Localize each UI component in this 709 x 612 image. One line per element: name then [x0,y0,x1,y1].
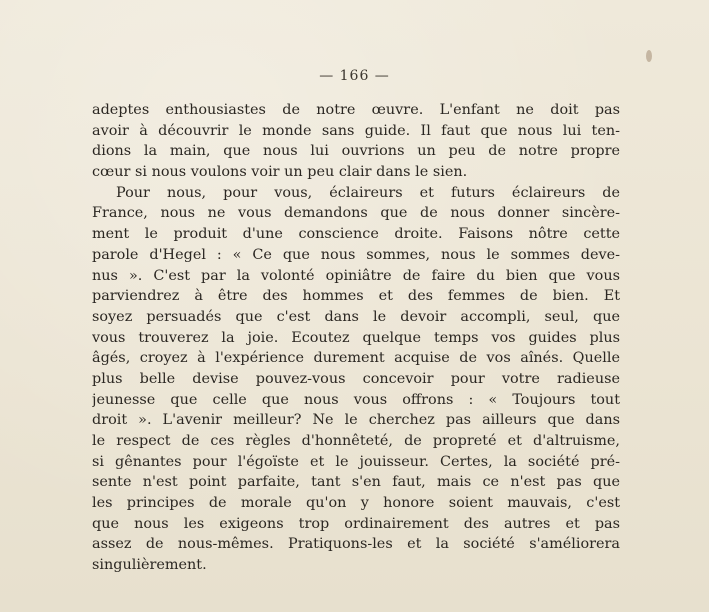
text-line: droit ». L'avenir meilleur? Ne le cherchez pas ailleurs que dans [92,412,620,429]
text-line: ment le produit d'une conscience droite. Faisons nôtre cette [92,226,620,243]
text-line: soyez persuadés que c'est dans le devoir accompli, seul, que [92,308,620,325]
text-line: parole d'Hegel : « Ce que nous sommes, nous le sommes deve- [92,246,620,263]
text-line: France, nous ne vous demandons que de nous donner sincère- [92,205,620,222]
page-number: — 166 — [319,68,390,84]
text-line: dions la main, que nous lui ouvrions un peu de notre propre [92,143,620,160]
text-line: si gênantes pour l'égoïste et le jouisseur. Certes, la société pré- [92,453,620,470]
text-line: parviendrez à être des hommes et des femmes de bien. Et [92,288,620,305]
text-line: avoir à découvrir le monde sans guide. Il faut que nous lui ten- [92,122,620,139]
text-line: plus belle devise pouvez-vous concevoir pour votre radieuse [92,370,620,387]
paragraph-start-line: Pour nous, pour vous, éclaireurs et futurs éclaireurs de [116,184,620,201]
paragraph-end-line: cœur si nous voulons voir un peu clair dans le sien. [92,164,468,181]
paper-stain [646,50,652,62]
paragraph-end-line: singulièrement. [92,557,207,574]
text-line: que nous les exigeons trop ordinairement des autres et pas [92,515,620,532]
text-line: vous trouverez la joie. Ecoutez quelque temps vos guides plus [92,329,620,346]
text-line: adeptes enthousiastes de notre œuvre. L'enfant ne doit pas [92,102,620,118]
text-line: les principes de morale qu'on y honore soient mauvais, c'est [92,495,620,512]
text-line: nus ». C'est par la volonté opiniâtre de faire du bien que vous [92,267,620,284]
text-line: jeunesse que celle que nous vous offrons : « Toujours tout [92,391,620,408]
text-line: sente n'est point parfaite, tant s'en faut, mais ce n'est pas que [92,474,620,491]
text-line: assez de nous-mêmes. Pratiquons-les et la société s'améliorera [92,536,620,553]
body-text [92,100,620,576]
text-line: le respect de ces règles d'honnêteté, de propreté et d'altruisme, [92,433,620,449]
text-line: âgés, croyez à l'expérience durement acquise de vos aînés. Quelle [92,350,620,367]
